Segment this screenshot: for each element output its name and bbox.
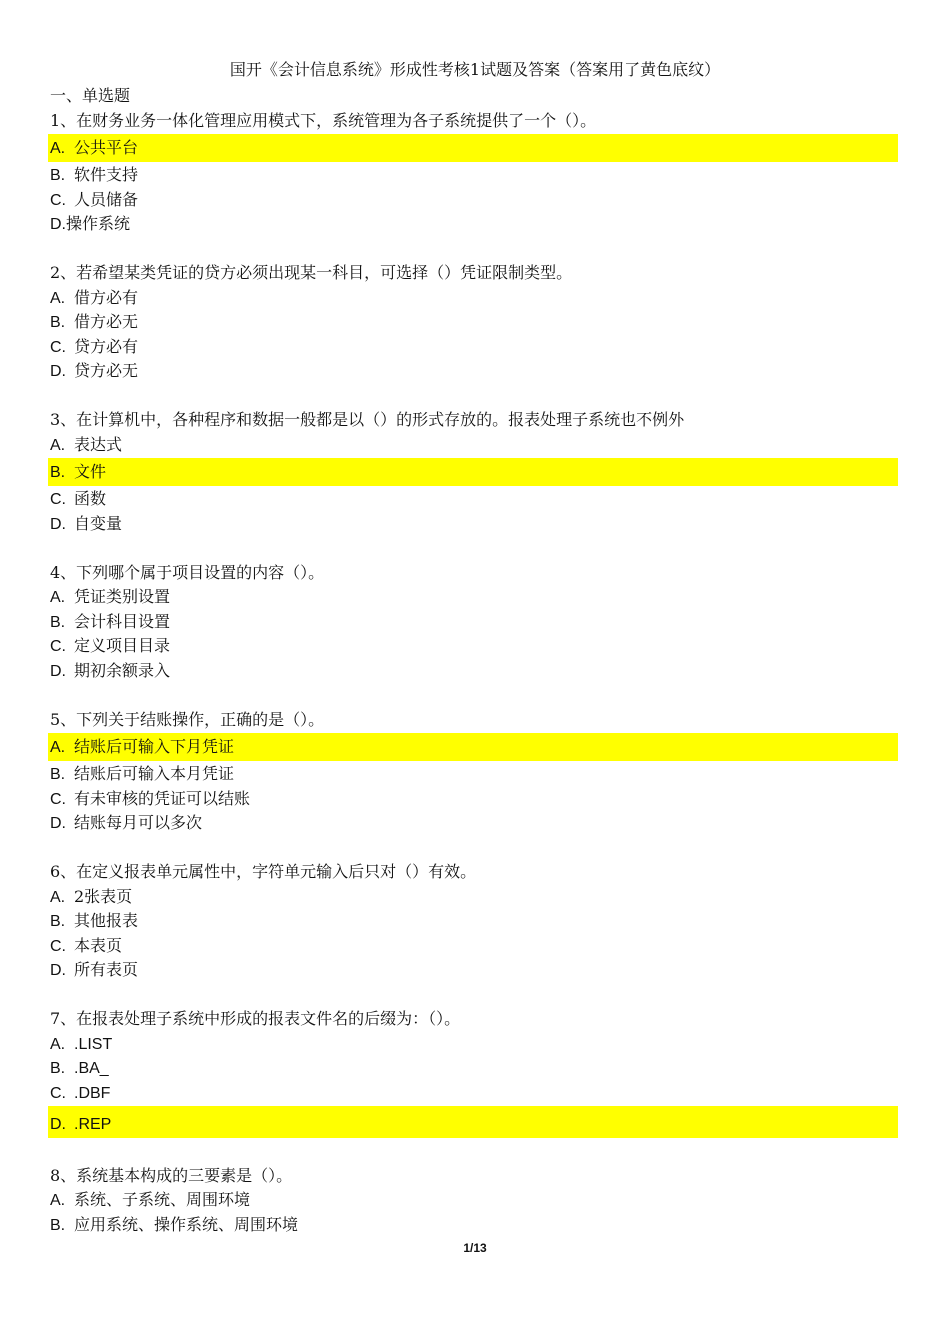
section-heading: 一、单选题 xyxy=(50,86,131,105)
option-text: 人员储备 xyxy=(74,189,139,209)
option-label: B. xyxy=(50,1060,66,1077)
option xyxy=(48,958,898,983)
option-text: 定义项目目录 xyxy=(74,636,171,655)
option-label: D. xyxy=(50,815,66,832)
option-text: 应用系统、操作系统、周围环境 xyxy=(74,1214,299,1234)
option-text: 其他报表 xyxy=(74,911,139,930)
option xyxy=(48,1032,898,1057)
option-text: .BA_ xyxy=(74,1060,109,1077)
question-text: 6、在定义报表单元属性中，字符单元输入后只对（）有效。 xyxy=(50,862,477,881)
option-label: A. xyxy=(50,1192,66,1209)
option xyxy=(48,762,898,787)
question-text: 5、下列关于结账操作，正确的是（）。 xyxy=(50,709,325,729)
question-text: 2、若希望某类凭证的贷方必须出现某一科目，可选择（）凭证限制类型。 xyxy=(50,263,573,282)
option-label: A. xyxy=(50,289,66,307)
option xyxy=(48,885,898,910)
option xyxy=(48,585,898,610)
question-text: 8、系统基本构成的三要素是（）。 xyxy=(50,1165,293,1185)
option-text: 软件支持 xyxy=(74,165,139,184)
question-text: 4、下列哪个属于项目设置的内容（）。 xyxy=(50,562,325,582)
question-text: 3、在计算机中，各种程序和数据一般都是以（）的形式存放的。报表处理子系统也不例外 xyxy=(50,410,685,429)
option-label: D. xyxy=(50,363,66,380)
answer-option xyxy=(48,1106,898,1138)
document-title: 国开《会计信息系统》形成性考核1试题及答案（答案用了黄色底纹） xyxy=(229,60,721,79)
option-label: C. xyxy=(50,338,66,356)
option xyxy=(48,512,898,537)
question-text: 1、在财务业务一体化管理应用模式下，系统管理为各子系统提供了一个（）。 xyxy=(50,110,597,130)
option-text: 公共平台 xyxy=(74,138,139,157)
option xyxy=(48,1188,898,1213)
answer-option xyxy=(48,733,898,761)
option-text: 所有表页 xyxy=(74,960,139,979)
option xyxy=(48,286,898,311)
option-label: C. xyxy=(50,191,66,209)
question-text: 7、在报表处理子系统中形成的报表文件名的后缀为：（）。 xyxy=(50,1009,461,1028)
option-label: C. xyxy=(50,638,66,655)
option-text: 文件 xyxy=(74,462,107,481)
option-label: D. xyxy=(50,662,66,680)
option xyxy=(48,212,898,237)
option xyxy=(48,335,898,360)
option-label: B. xyxy=(50,464,66,481)
option-text: 贷方必无 xyxy=(74,361,139,380)
answer-option xyxy=(48,134,898,162)
option-text: 2张表页 xyxy=(74,886,133,906)
option-text: 结账每月可以多次 xyxy=(74,813,203,832)
option-label: A. xyxy=(50,140,66,157)
option-text: 期初余额录入 xyxy=(74,660,171,680)
option-text: 表达式 xyxy=(74,434,123,454)
option-label: D. xyxy=(50,962,66,979)
option-label: A. xyxy=(50,739,66,756)
option-label: B. xyxy=(50,167,66,184)
option-text: 凭证类别设置 xyxy=(74,587,171,606)
option xyxy=(48,909,898,934)
option xyxy=(48,433,898,458)
document-body xyxy=(48,84,898,1237)
option-label: B. xyxy=(50,613,66,631)
option xyxy=(48,310,898,335)
option xyxy=(48,659,898,684)
option xyxy=(48,610,898,635)
option-label: B. xyxy=(50,1216,66,1234)
option-label: B. xyxy=(50,913,66,930)
option-label: A. xyxy=(50,1035,66,1053)
option-label: D. xyxy=(50,515,66,533)
option-text: 结账后可输入本月凭证 xyxy=(74,764,235,783)
option xyxy=(48,163,898,188)
option-text: 操作系统 xyxy=(66,214,131,233)
answer-option xyxy=(48,458,898,486)
option xyxy=(48,1056,898,1081)
option-text: 借方必无 xyxy=(74,312,139,331)
option-label: C. xyxy=(50,1084,66,1102)
page-number: 1/13 xyxy=(463,1241,487,1255)
option xyxy=(48,487,898,512)
option-text: .REP xyxy=(74,1116,112,1133)
option-text: 借方必有 xyxy=(74,287,139,307)
option-text: 函数 xyxy=(74,489,107,508)
option-label: C. xyxy=(50,937,66,955)
option-label: C. xyxy=(50,491,66,508)
option-label: D. xyxy=(50,216,66,233)
option-text: 自变量 xyxy=(74,513,123,533)
option xyxy=(48,359,898,384)
option-text: 贷方必有 xyxy=(74,336,139,356)
option-text: .LIST xyxy=(74,1035,113,1053)
option xyxy=(48,811,898,836)
option-label: C. xyxy=(50,790,66,808)
option-label: A. xyxy=(50,888,66,906)
option xyxy=(48,188,898,213)
option xyxy=(48,634,898,659)
option-text: .DBF xyxy=(74,1084,111,1102)
option xyxy=(48,1081,898,1106)
option-text: 系统、子系统、周围环境 xyxy=(74,1190,251,1209)
option xyxy=(48,787,898,812)
option-text: 结账后可输入下月凭证 xyxy=(74,737,235,756)
option-label: B. xyxy=(50,766,66,783)
option-label: B. xyxy=(50,314,66,331)
option-label: A. xyxy=(50,436,66,454)
option-text: 本表页 xyxy=(74,935,123,955)
option-text: 会计科目设置 xyxy=(74,611,171,631)
option-text: 有未审核的凭证可以结账 xyxy=(74,788,251,808)
option xyxy=(48,1213,898,1238)
option xyxy=(48,934,898,959)
option-label: A. xyxy=(50,589,66,606)
option-label: D. xyxy=(50,1116,66,1133)
